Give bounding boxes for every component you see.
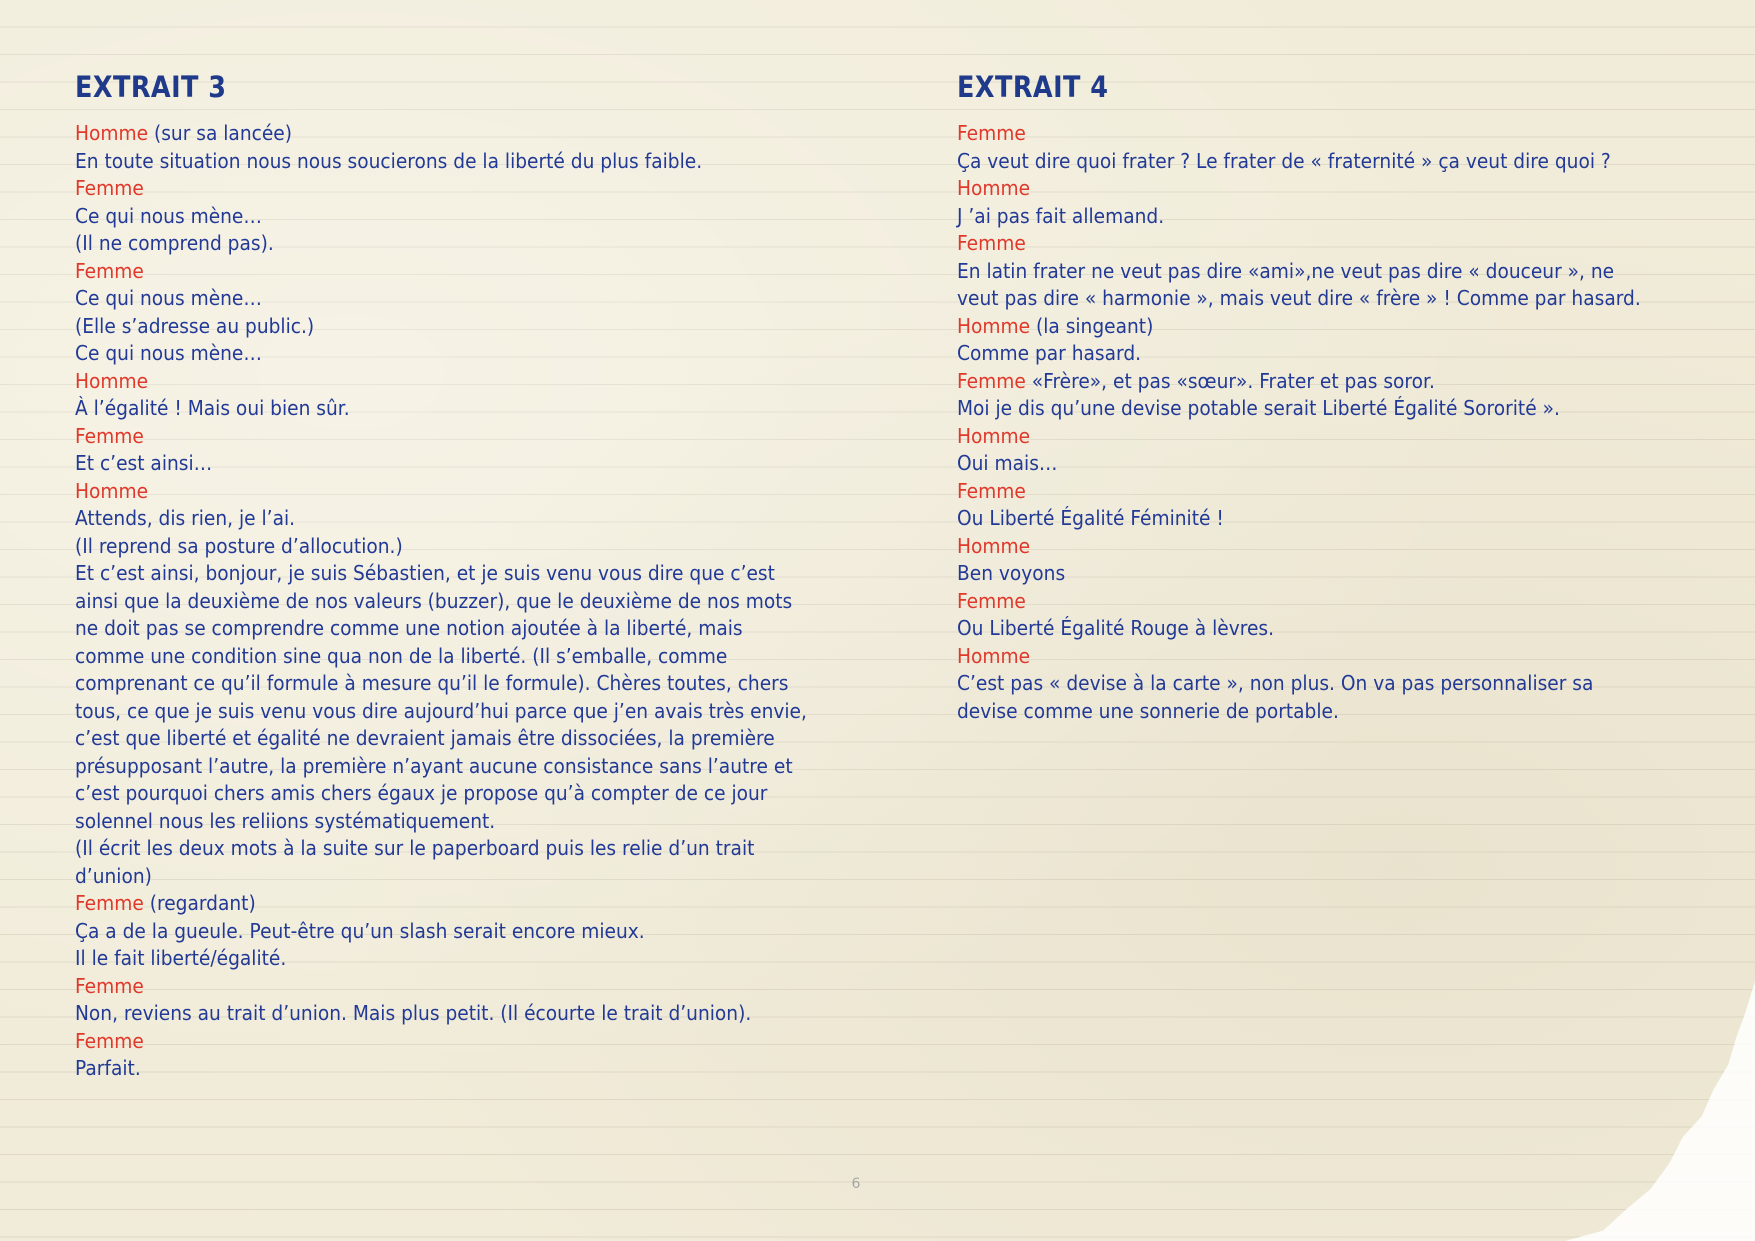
- line-text: Ce qui nous mène…: [75, 341, 262, 365]
- line-text: Ou Liberté Égalité Rouge à lèvres.: [957, 616, 1274, 640]
- dialogue-speaker-line: [957, 313, 1645, 341]
- speaker-name: Femme: [957, 588, 1026, 613]
- line-text: solennel nous les reliions systématiquement.: [75, 808, 496, 833]
- dialogue-text-line: [75, 643, 819, 671]
- dialogue-text-line: [957, 203, 1645, 231]
- dialogue-text-line: [957, 505, 1645, 533]
- line-text: veut pas dire « harmonie », mais veut dire « frère » ! Comme par hasard.: [957, 286, 1641, 310]
- line-text: c’est pourquoi chers amis chers égaux je propose qu’à compter de ce jour: [75, 781, 768, 805]
- dialogue-text-line: [75, 230, 819, 258]
- dialogue-speaker-line: [957, 533, 1645, 561]
- dialogue-speaker-line: [957, 368, 1645, 396]
- line-text: J ’ai pas fait allemand.: [957, 203, 1165, 228]
- extract-3-column: [75, 68, 875, 1083]
- line-text: Et c’est ainsi, bonjour, je suis Sébastien, et je suis venu vous dire que c’est: [75, 561, 775, 585]
- dialogue-text-line: [75, 313, 819, 341]
- dialogue-text-line: [75, 340, 819, 368]
- speaker-name: Homme: [75, 121, 149, 145]
- line-text: En toute situation nous nous soucierons de la liberté du plus faible.: [75, 148, 703, 173]
- dialogue-text-line: [75, 588, 819, 616]
- line-text: Et c’est ainsi…: [75, 451, 213, 475]
- extract-4-title: EXTRAIT 4: [957, 70, 1109, 104]
- line-text: (Il reprend sa posture d’allocution.): [75, 533, 403, 558]
- dialogue-text-line: [957, 670, 1645, 698]
- speaker-name: Homme: [957, 313, 1031, 338]
- speaker-name: Homme: [957, 533, 1031, 558]
- dialogue-text-line: [957, 698, 1645, 726]
- dialogue-text-line: [75, 505, 819, 533]
- extract-3-dialogue: [75, 120, 875, 1083]
- speaker-name: Femme: [957, 121, 1026, 145]
- dialogue-text-line: [75, 450, 819, 478]
- line-text: c’est que liberté et égalité ne devraient jamais être dissociées, la première: [75, 726, 775, 750]
- speaker-name: Homme: [75, 368, 149, 393]
- dialogue-text-line: [75, 615, 819, 643]
- dialogue-speaker-line: [75, 368, 819, 396]
- dialogue-speaker-line: [957, 423, 1645, 451]
- line-text: Oui mais…: [957, 451, 1058, 475]
- line-text: Moi je dis qu’une devise potable serait Liberté Égalité Sororité ».: [957, 396, 1560, 420]
- speaker-name: Femme: [957, 478, 1026, 503]
- speaker-name: Femme: [75, 973, 144, 998]
- speaker-name: Homme: [957, 423, 1031, 448]
- page-number: 6: [851, 1176, 861, 1192]
- dialogue-speaker-line: [957, 120, 1645, 148]
- line-text: comme une condition sine qua non de la liberté. (Il s’emballe, comme: [75, 643, 728, 668]
- dialogue-speaker-line: [75, 120, 819, 148]
- dialogue-text-line: [75, 148, 819, 176]
- dialogue-speaker-line: [957, 175, 1645, 203]
- speaker-name: Homme: [957, 643, 1031, 668]
- dialogue-speaker-line: [75, 973, 819, 1001]
- line-text: Comme par hasard.: [957, 341, 1142, 365]
- line-text: (Elle s’adresse au public.): [75, 313, 315, 338]
- dialogue-speaker-line: [75, 175, 819, 203]
- dialogue-text-line: [75, 753, 819, 781]
- extract-4-dialogue: [957, 120, 1697, 725]
- line-text: tous, ce que je suis venu vous dire aujourd’hui parce que j’en avais très envie,: [75, 698, 807, 723]
- dialogue-text-line: [75, 285, 819, 313]
- line-text: (Il ne comprend pas).: [75, 231, 274, 255]
- dialogue-text-line: [957, 258, 1645, 286]
- speaker-name: Femme: [957, 231, 1026, 255]
- line-text: Non, reviens au trait d’union. Mais plus petit. (Il écourte le trait d’union).: [75, 1001, 752, 1025]
- line-text: ainsi que la deuxième de nos valeurs (buzzer), que le deuxième de nos mots: [75, 588, 793, 613]
- stage-direction: (la singeant): [1030, 313, 1154, 338]
- dialogue-speaker-line: [957, 230, 1645, 258]
- line-text: ne doit pas se comprendre comme une notion ajoutée à la liberté, mais: [75, 616, 743, 640]
- dialogue-text-line: [75, 1000, 819, 1028]
- dialogue-text-line: [75, 698, 819, 726]
- line-text: Ce qui nous mène…: [75, 286, 262, 310]
- dialogue-text-line: [75, 725, 819, 753]
- speaker-name: Homme: [75, 478, 149, 503]
- line-text: Il le fait liberté/égalité.: [75, 946, 287, 970]
- dialogue-text-line: [957, 615, 1645, 643]
- dialogue-text-line: [75, 918, 819, 946]
- dialogue-speaker-line: [75, 258, 819, 286]
- dialogue-text-line: [957, 560, 1645, 588]
- line-text: Ça veut dire quoi frater ? Le frater de « fraternité » ça veut dire quoi ?: [957, 148, 1611, 173]
- stage-direction: (sur sa lancée): [148, 121, 292, 145]
- speaker-name: Femme: [957, 368, 1026, 393]
- dialogue-speaker-line: [75, 423, 819, 451]
- speaker-name: Femme: [75, 891, 144, 915]
- dialogue-text-line: [75, 808, 819, 836]
- dialogue-speaker-line: [957, 643, 1645, 671]
- line-text: présupposant l’autre, la première n’ayant aucune consistance sans l’autre et: [75, 753, 793, 778]
- dialogue-text-line: [957, 285, 1645, 313]
- line-text: À l’égalité ! Mais oui bien sûr.: [75, 396, 350, 420]
- line-text: En latin frater ne veut pas dire «ami»,ne veut pas dire « douceur », ne: [957, 258, 1615, 283]
- line-text: devise comme une sonnerie de portable.: [957, 698, 1339, 723]
- line-text: C’est pas « devise à la carte », non plus. On va pas personnaliser sa: [957, 671, 1594, 695]
- line-text: Ça a de la gueule. Peut-être qu’un slash serait encore mieux.: [75, 918, 645, 943]
- dialogue-text-line: [75, 863, 819, 891]
- dialogue-speaker-line: [75, 890, 819, 918]
- line-text: d’union): [75, 863, 152, 888]
- dialogue-text-line: [75, 203, 819, 231]
- dialogue-speaker-line: [957, 588, 1645, 616]
- speaker-name: Femme: [75, 258, 144, 283]
- dialogue-text-line: [75, 395, 819, 423]
- extract-4-column: [957, 68, 1697, 725]
- dialogue-speaker-line: [75, 478, 819, 506]
- stage-direction: «Frère», et pas «sœur». Frater et pas soror.: [1025, 368, 1435, 393]
- extract-3-title: EXTRAIT 3: [75, 70, 227, 104]
- dialogue-text-line: [75, 835, 819, 863]
- line-text: Parfait.: [75, 1056, 141, 1080]
- dialogue-text-line: [957, 395, 1645, 423]
- dialogue-text-line: [75, 1055, 819, 1083]
- dialogue-text-line: [75, 670, 819, 698]
- dialogue-text-line: [75, 560, 819, 588]
- line-text: Ce qui nous mène…: [75, 203, 262, 228]
- dialogue-text-line: [75, 780, 819, 808]
- line-text: Ou Liberté Égalité Féminité !: [957, 506, 1224, 530]
- line-text: Attends, dis rien, je l’ai.: [75, 506, 296, 530]
- line-text: Ben voyons: [957, 561, 1066, 585]
- dialogue-text-line: [75, 945, 819, 973]
- dialogue-text-line: [957, 340, 1645, 368]
- dialogue-text-line: [75, 533, 819, 561]
- stage-direction: (regardant): [143, 891, 256, 915]
- line-text: (Il écrit les deux mots à la suite sur le paperboard puis les relie d’un trait: [75, 836, 755, 860]
- speaker-name: Homme: [957, 176, 1031, 200]
- speaker-name: Femme: [75, 423, 144, 448]
- dialogue-text-line: [957, 148, 1645, 176]
- dialogue-speaker-line: [75, 1028, 819, 1056]
- torn-paper-corner: [1565, 981, 1755, 1241]
- dialogue-text-line: [957, 450, 1645, 478]
- dialogue-speaker-line: [957, 478, 1645, 506]
- line-text: comprenant ce qu’il formule à mesure qu’il le formule). Chères toutes, chers: [75, 671, 789, 695]
- speaker-name: Femme: [75, 176, 144, 200]
- speaker-name: Femme: [75, 1028, 144, 1053]
